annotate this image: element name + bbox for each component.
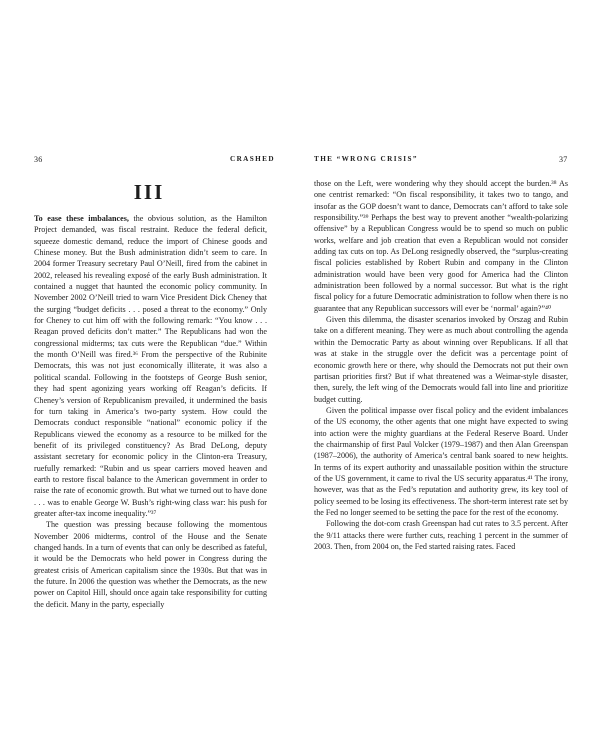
paragraph: Given the political impasse over fiscal policy and the evident imbalances of the US economy, the other agents that one might have expected to swing into action were the mighty guardians at the Federal Reserve Board. Under the chairmanship of first Paul Volcker (1979–1987) and then Alan Greenspan (1987–2006), the authority of America’s central bank soared to new heights. In terms of its expert authority and unassailable position within the structure of the US government, it came to rival the US security apparatus.⁴¹ The irony, however, was that as the Fed’s reputation and authority grew, its key tool of policy seemed to be losing its effectiveness. The short-term interest rate set by the Fed no longer seemed to be setting the pace for the rest of the economy. — [314, 405, 568, 517]
section-heading: III — [133, 180, 165, 204]
running-head: THE “WRONG CRISIS” — [314, 155, 418, 163]
paragraph-text: the obvious solution, as the Hamilton Project demanded, was fiscal restraint. Reduce the federal deficit, squeeze domestic demand, reduce the import of Chinese goods and Chinese money. But the Bush administration didn’t seem to care. In 2004 former Treasury secretary Paul O’Neill, fired from the cabinet in 2002, released his revealing exposé of the early Bush administration. It contained a nugget that haunted the economic policy community. In November 2002 O’Neill tried to warn Vice President Dick Cheney that the surging “budget deficits . . . posed a threat to the economy.” Only for Cheney to cut him off with the following remark: “You know . . . Reagan proved deficits don’t matter.” The Republicans had won the congressional midterms; tax cuts were the Republican “due.” Within the month O’Neill was fired.³⁶ From the perspective of the Rubinite Democrats, this was not just economically illiterate, it was also a political scandal. Following in the footsteps of George Bush senior, they had spent agonizing years working off Reagan’s deficits. If Cheney’s version of Republicanism prevailed, it undermined the basis for turn taking in America’s two-party system. How could the Democrats conduct responsible “national” economic policy if the Republicans viewed the economy as a resource to be milked for the benefit of its privileged constituency? As Brad DeLong, deputy assistant secretary for economic policy in the Clinton-era Treasury, ruefully remarked: “Rubin and us spear carriers moved heaven and earth to restore fiscal balance to the American government in order to raise the rate of economic growth. But what we turned out to have done . . . was to enable George W. Bush’s right-wing class war: his push for greater after-tax income inequality.”³⁷ — [34, 214, 267, 518]
paragraph — [34, 213, 267, 519]
body-text — [34, 213, 267, 610]
right-page — [300, 0, 600, 750]
running-head: CRASHED — [230, 155, 275, 163]
paragraph: Following the dot-com crash Greenspan had cut rates to 3.5 percent. After the 9/11 attacks there were further cuts, reaching 1 percent in the summer of 2003. Then, from 2004 on, the Fed started raising rates. Faced — [314, 519, 568, 551]
body-text — [314, 178, 568, 552]
paragraph: The question was pressing because following the momentous November 2006 midterms, control of the House and the Senate changed hands. In a turn of events that can only be described as fateful, it would be the Democrats who held power in Congress during the greatest crisis of American capitalism since the 1930s. But that was in the future. In 2006 the question was whether the Democrats, as the new power on Capitol Hill, should once again take responsibility for cutting the deficit. Many in the party, especially — [34, 520, 267, 609]
paragraph: those on the Left, were wondering why they should accept the burden.³⁸ As one centrist remarked: “On fiscal responsibility, it takes two to tango, and insofar as the GOP doesn’t want to dance, Democrats can’t afford to take sole responsibility.”³⁹ Perhaps the best way to prevent another “wealth-polarizing offensive” by a Republican Congress would be to spend so much on public works, welfare and job creation that even a Republican would not consider adding tax cuts on top. As DeLong resignedly observed, the “surplus-creating fiscal policies established by Robert Rubin and company in the Clinton administration would have been very good for America had the Clinton administration been followed by a normal successor. But what is the right fiscal policy for a future Democratic administration to follow when there is no guarantee that any Republican successors will ever be ‘normal’ again?”⁴⁰ — [314, 179, 568, 313]
page-number: 36 — [34, 155, 43, 164]
page-number: 37 — [559, 155, 568, 164]
lead-in: To ease these imbalances, — [34, 214, 129, 223]
paragraph: Given this dilemma, the disaster scenarios invoked by Orszag and Rubin take on a different meaning. They were as much about controlling the agenda within the Democratic Party as about winning over Republicans. If all that was at stake in the struggle over the deficit was a percentage point of economic growth here or there, why should the Democrats not put their own partisan priorities first? But if what threatened was a Weimar-style disaster, then, surely, the left wing of the Democrats would fall into line and prioritize budget cutting. — [314, 315, 568, 404]
